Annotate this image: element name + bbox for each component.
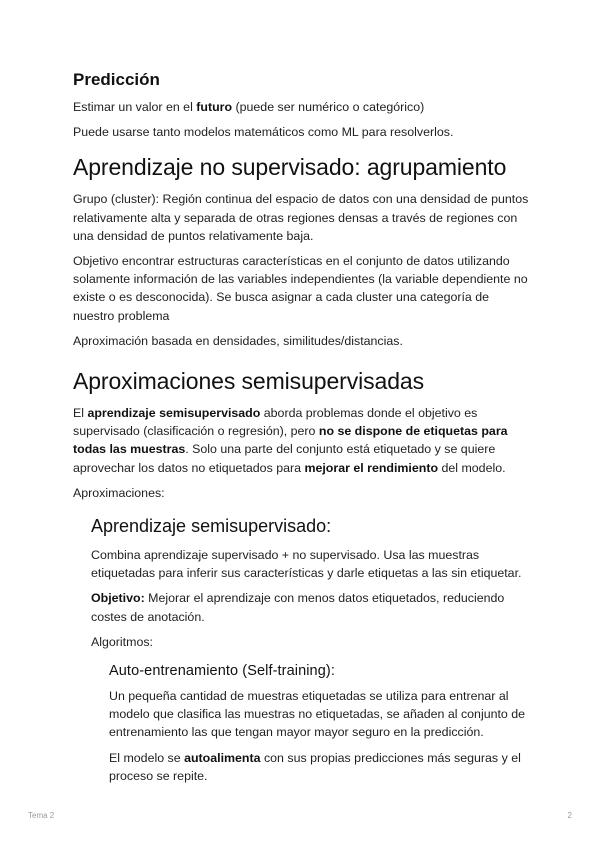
paragraph: Combina aprendizaje supervisado + no supervisado. Usa las muestras etiquetadas para inferir sus características y darle etiquetas a las sin etiquetar. [91,548,522,581]
subsection-self-training [91,663,533,785]
heading-aprendizaje-semisupervisado: Aprendizaje semisupervisado: [91,516,332,537]
section-prediccion [73,70,533,141]
heading-semisupervisadas: Aproximaciones semisupervisadas [73,368,424,395]
paragraph: Aproximaciones: [73,485,165,500]
footer-page-number: 2 [567,811,572,820]
footer-section-label: Tema 2 [28,811,55,820]
page-content [73,70,533,798]
paragraph: Estimar un valor en el futuro (puede ser numérico o categórico) [73,100,425,114]
paragraph: Un pequeña cantidad de muestras etiquetadas se utiliza para entrenar al modelo que clasifica las muestras no etiquetadas, se añaden al conjunto de entrenamiento las que tengan mayor mayor seguro en la predicción. [109,689,526,740]
paragraph: Aproximación basada en densidades, similitudes/distancias. [73,333,403,348]
paragraph: Objetivo: Mejorar el aprendizaje con menos datos etiquetados, reduciendo costes de anotación. [91,591,505,624]
paragraph: El modelo se autoalimenta con sus propias predicciones más seguras y el proceso se repite. [109,750,521,783]
heading-self-training: Auto-entrenamiento (Self-training): [109,663,335,680]
paragraph: Algoritmos: [91,634,153,649]
subsection-aprendizaje-semisupervisado [73,516,533,785]
heading-no-supervisado: Aprendizaje no supervisado: agrupamiento [73,154,507,181]
heading-prediccion: Predicción [73,70,160,89]
section-no-supervisado [73,154,533,350]
paragraph: Puede usarse tanto modelos matemáticos como ML para resolverlos. [73,125,454,140]
paragraph: Objetivo encontrar estructuras características en el conjunto de datos utilizando solamente información de las variables independientes (la variable dependiente no existe o es desconocida). Se busca asignar a cada cluster una categoría de nuestro problema [73,254,528,323]
paragraph: El aprendizaje semisupervisado aborda problemas donde el objetivo es supervisado (clasificación o regresión), pero no se dispone de etiquetas para todas las muestras. Solo una parte del conjunto está etiquetado y se quiere aprovechar los datos no etiquetados para mejorar el rendimiento del modelo. [73,406,508,475]
paragraph: Grupo (cluster): Región continua del espacio de datos con una densidad de puntos relativamente alta y separada de otras regiones densas a través de regiones con una densidad de puntos relativamente baja. [73,192,529,243]
section-semisupervisadas [73,368,533,785]
